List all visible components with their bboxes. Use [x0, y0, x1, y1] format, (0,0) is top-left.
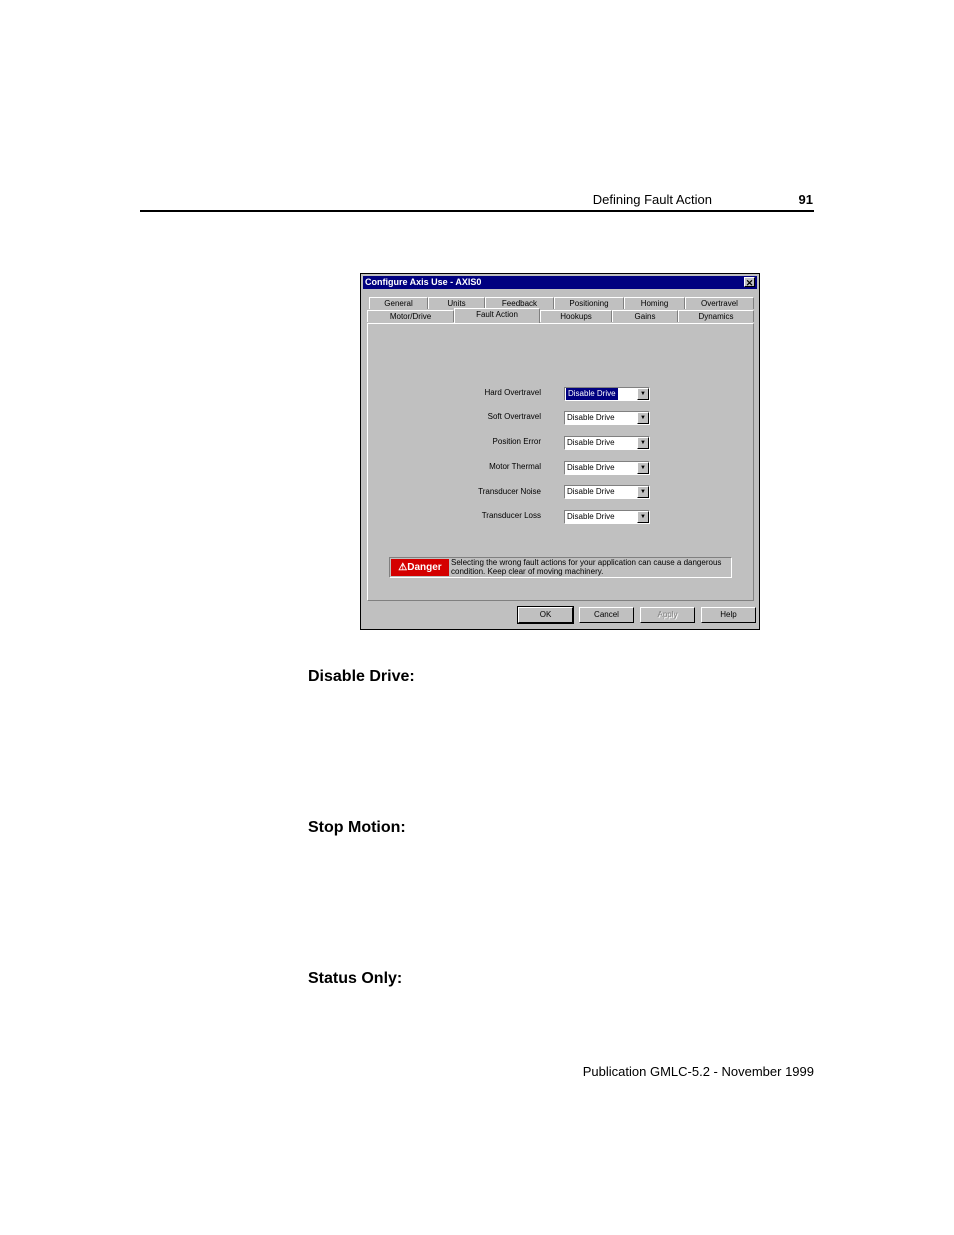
field-label-soft-overtravel: Soft Overtravel	[487, 412, 541, 421]
soft-overtravel-select[interactable]	[564, 411, 650, 425]
hard-overtravel-value: Disable Drive	[568, 389, 616, 398]
danger-badge	[391, 559, 449, 576]
transducer-loss-select[interactable]	[564, 510, 650, 524]
close-icon[interactable]: ✕	[745, 278, 754, 288]
transducer-loss-value: Disable Drive	[567, 512, 615, 521]
transducer-noise-select[interactable]	[564, 485, 650, 499]
chevron-down-icon[interactable]: ▼	[637, 511, 649, 523]
tab-general[interactable]: General	[369, 297, 428, 309]
page-number: 91	[798, 192, 813, 207]
tab-hookups[interactable]: Hookups	[540, 310, 612, 322]
field-label-transducer-loss: Transducer Loss	[481, 511, 541, 520]
chevron-down-icon[interactable]: ▼	[637, 388, 649, 400]
tab-dynamics[interactable]: Dynamics	[678, 310, 754, 322]
dialog-title: Configure Axis Use - AXIS0	[365, 277, 482, 287]
section-heading-disable-drive: Disable Drive:	[308, 668, 415, 685]
field-label-transducer-noise: Transducer Noise	[478, 487, 541, 496]
position-error-value: Disable Drive	[567, 438, 615, 447]
apply-button[interactable]: Apply	[640, 607, 695, 623]
field-label-hard-overtravel: Hard Overtravel	[484, 388, 541, 397]
motor-thermal-select[interactable]	[564, 461, 650, 475]
transducer-noise-value: Disable Drive	[567, 487, 615, 496]
tab-gains[interactable]: Gains	[612, 310, 678, 322]
chevron-down-icon[interactable]: ▼	[637, 486, 649, 498]
configure-axis-dialog	[360, 273, 760, 630]
tab-units[interactable]: Units	[428, 297, 485, 309]
soft-overtravel-value: Disable Drive	[567, 413, 615, 422]
danger-message: Selecting the wrong fault actions for your application can cause a dangerous condition. Keep clear of moving machinery.	[451, 558, 722, 576]
publication-footer: Publication GMLC-5.2 - November 1999	[582, 1064, 814, 1079]
tab-positioning[interactable]: Positioning	[554, 297, 624, 309]
field-label-position-error: Position Error	[492, 437, 541, 446]
tab-overtravel[interactable]: Overtravel	[685, 297, 754, 309]
section-heading-stop-motion: Stop Motion:	[308, 819, 406, 836]
tab-feedback[interactable]: Feedback	[485, 297, 554, 309]
tab-fault-action[interactable]: Fault Action	[454, 308, 540, 323]
field-label-motor-thermal: Motor Thermal	[489, 462, 541, 471]
position-error-select[interactable]	[564, 436, 650, 450]
section-heading-status-only: Status Only:	[308, 970, 403, 987]
hard-overtravel-select[interactable]	[564, 387, 650, 401]
running-header-title: Defining Fault Action	[592, 192, 712, 207]
chevron-down-icon[interactable]: ▼	[637, 412, 649, 424]
tab-motor-drive[interactable]: Motor/Drive	[367, 310, 454, 322]
header-rule	[140, 210, 814, 212]
dialog-titlebar	[363, 276, 757, 289]
cancel-button[interactable]: Cancel	[579, 607, 634, 623]
motor-thermal-value: Disable Drive	[567, 463, 615, 472]
chevron-down-icon[interactable]: ▼	[637, 462, 649, 474]
chevron-down-icon[interactable]: ▼	[637, 437, 649, 449]
danger-label: Danger	[407, 562, 442, 573]
help-button[interactable]: Help	[701, 607, 756, 623]
tab-homing[interactable]: Homing	[624, 297, 685, 309]
ok-button[interactable]: OK	[518, 607, 573, 623]
danger-notice	[389, 557, 732, 578]
warning-icon: ⚠	[398, 562, 408, 573]
